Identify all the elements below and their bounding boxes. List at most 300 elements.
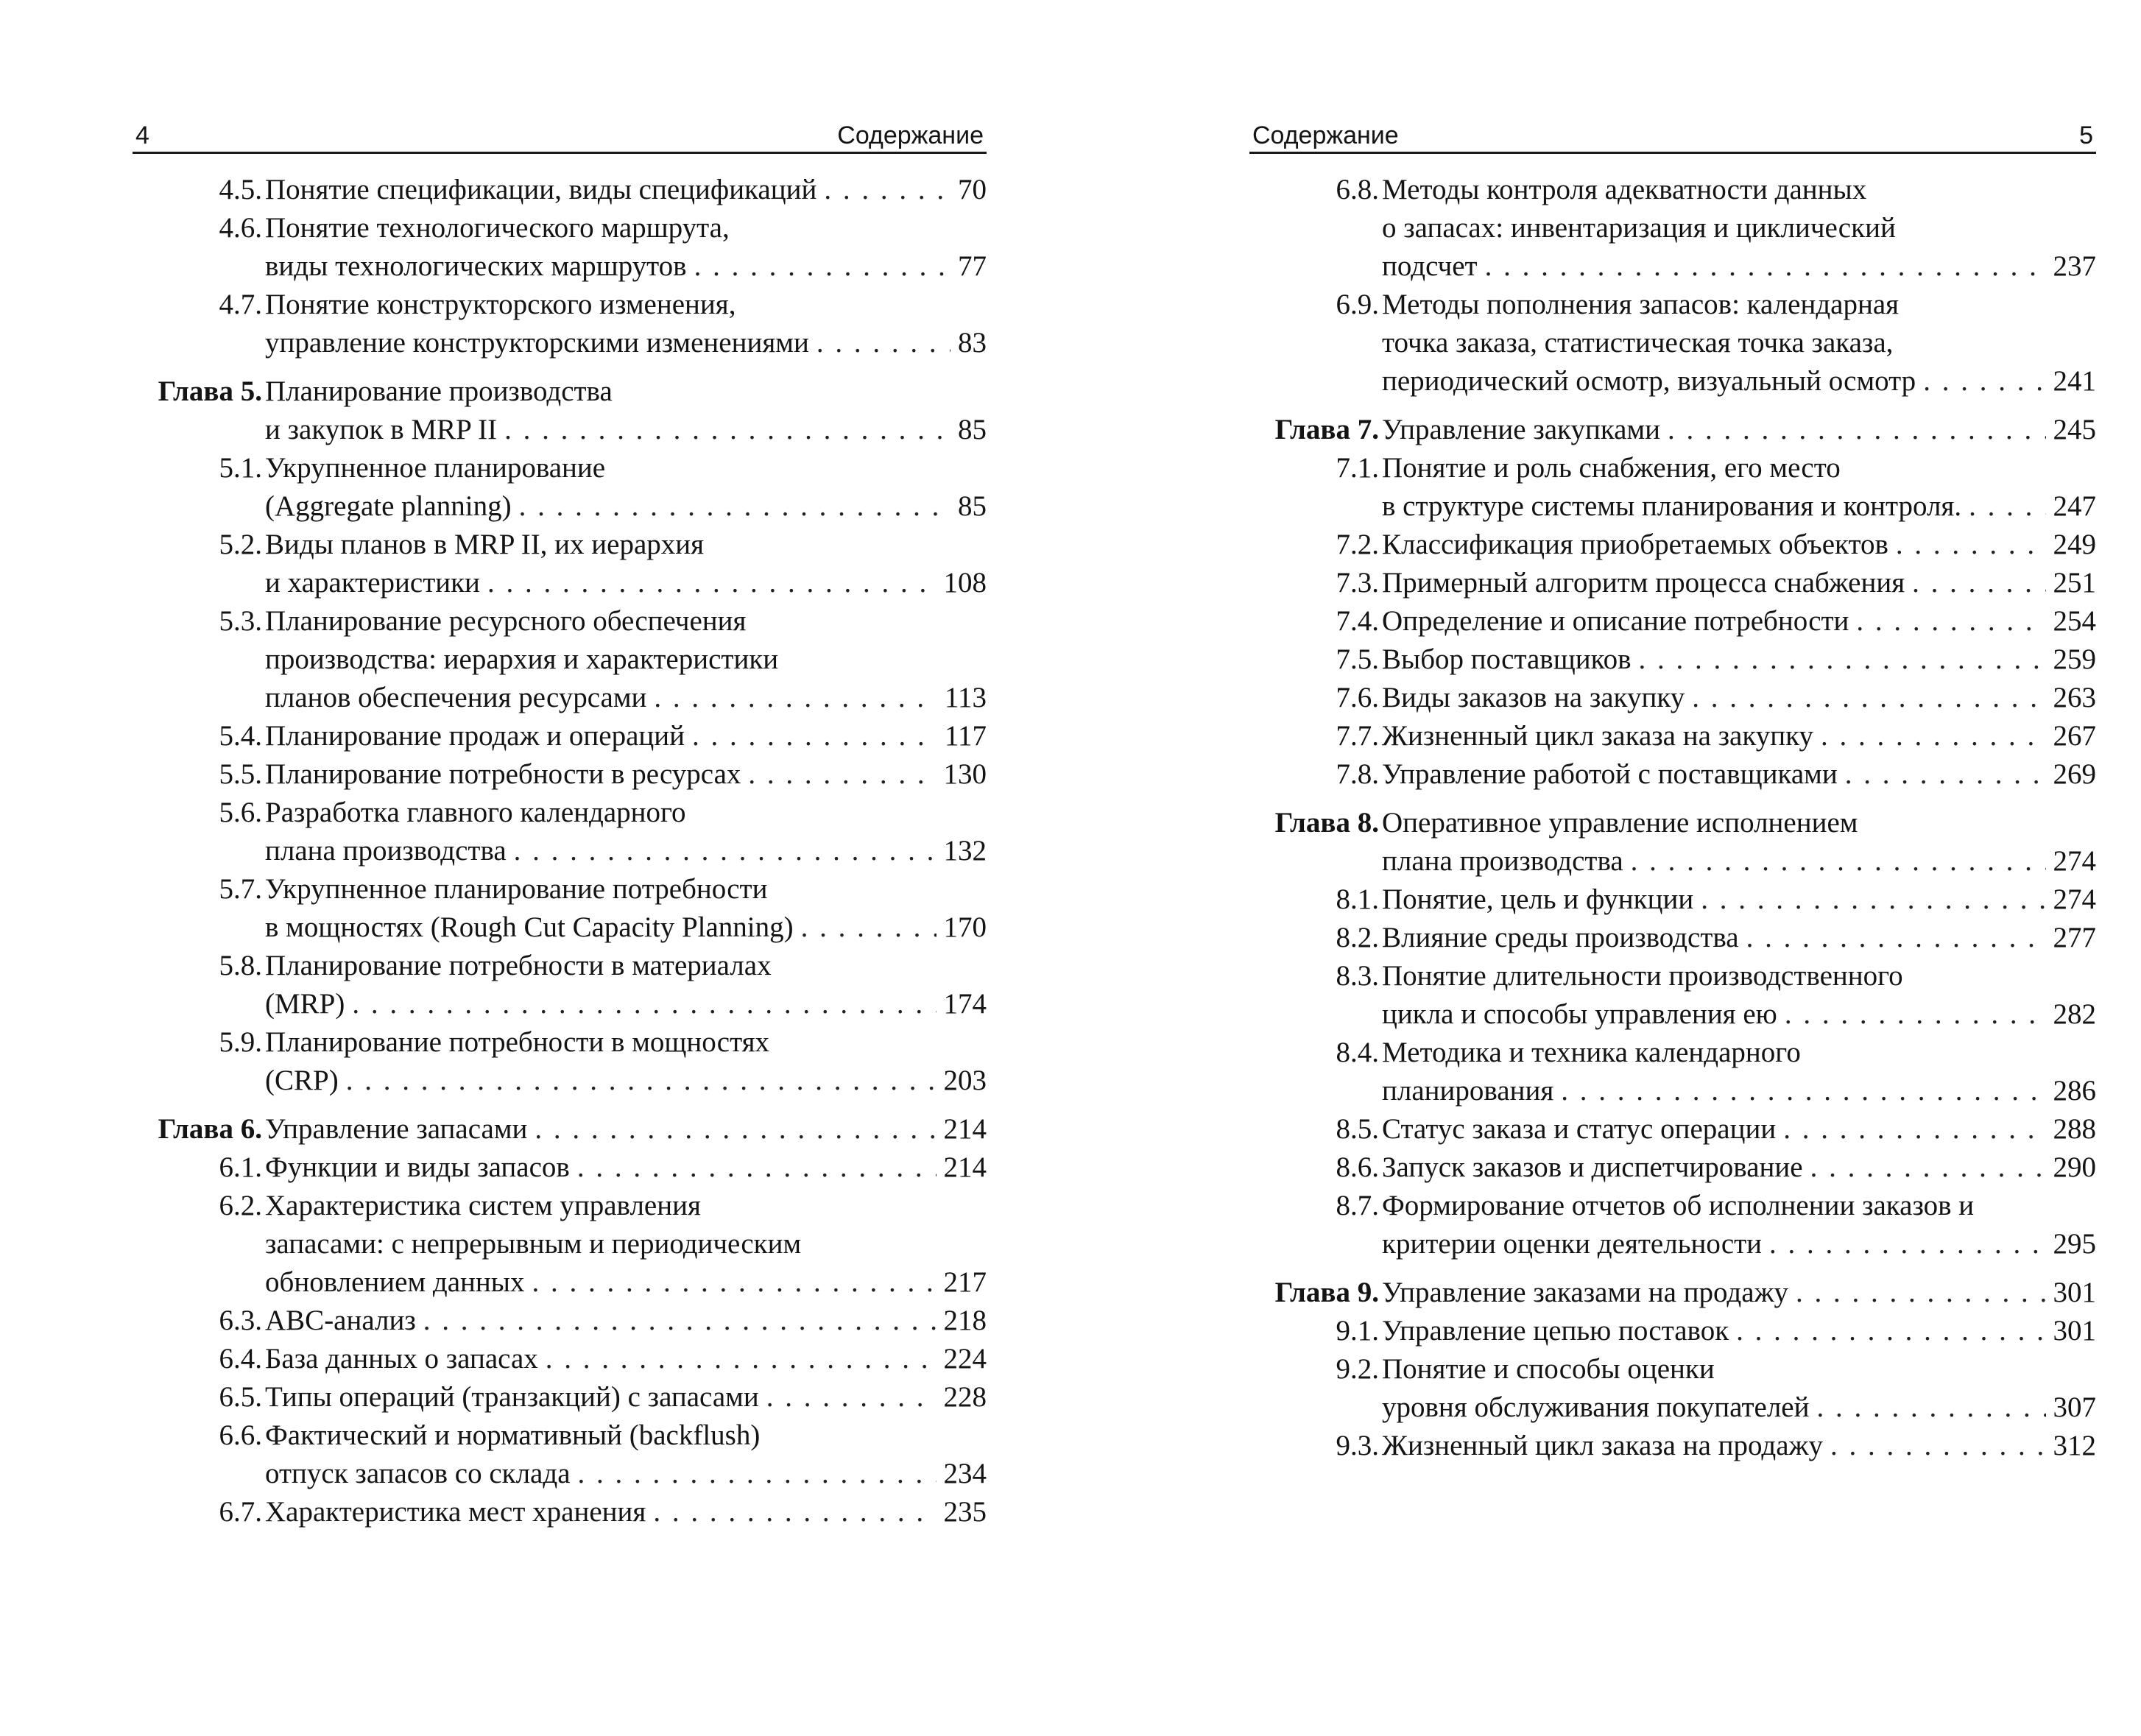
entry-title-line: Укрупненное планирование потребности xyxy=(265,873,768,905)
entry-title-line: производства: иерархия и характеристики xyxy=(265,643,779,675)
entry-page-number: 277 xyxy=(2053,922,2096,953)
entry-number: 9.3. xyxy=(1336,1430,1379,1461)
entry-title-line: плана производства xyxy=(265,835,507,867)
entry-title-line: Классификация приобретаемых объектов xyxy=(1382,529,1888,560)
entry-number: 7.2. xyxy=(1336,529,1379,560)
toc-entry xyxy=(1249,1034,2096,1110)
entry-title-line: Планирование потребности в материалах xyxy=(265,950,772,981)
entry-title-line: виды технологических маршрутов xyxy=(265,250,687,282)
entry-page-number: 224 xyxy=(943,1343,987,1375)
entry-last-line xyxy=(1382,755,2096,794)
dot-leader xyxy=(1561,1072,2045,1110)
entry-title-line: Фактический и нормативный (backflush) xyxy=(265,1419,761,1451)
entry-body xyxy=(265,286,987,362)
dot-leader xyxy=(487,564,937,602)
entry-last-line xyxy=(1382,487,2096,526)
entry-number: 7.6. xyxy=(1336,682,1379,713)
right-page xyxy=(1249,0,2096,1736)
toc-entry xyxy=(1249,171,2096,286)
dot-leader xyxy=(346,1062,937,1100)
entry-page-number: 269 xyxy=(2053,758,2096,790)
entry-number: 6.2. xyxy=(219,1190,262,1221)
entry-title-line: (CRP) xyxy=(265,1065,339,1096)
entry-last-line xyxy=(1382,411,2096,449)
entry-number: 8.1. xyxy=(1336,883,1379,915)
entry-page-number: 70 xyxy=(958,174,987,205)
toc-entry xyxy=(1249,564,2096,602)
entry-page-number: 267 xyxy=(2053,720,2096,752)
toc-entry xyxy=(1249,1427,2096,1465)
entry-body xyxy=(265,755,987,794)
entry-title-line: (Aggregate planning) xyxy=(265,490,512,522)
entry-title-line: Примерный алгоритм процесса снабжения xyxy=(1382,567,1905,599)
entry-page-number: 235 xyxy=(943,1496,987,1528)
entry-number: 6.7. xyxy=(219,1496,262,1528)
entry-title-line: Виды заказов на закупку xyxy=(1382,682,1685,713)
dot-leader xyxy=(694,247,950,286)
dot-leader xyxy=(654,679,937,717)
toc-entry xyxy=(1249,286,2096,401)
entry-number: 8.3. xyxy=(1336,960,1379,992)
entry-last-line xyxy=(1382,1312,2096,1350)
entry-body xyxy=(1382,1110,2096,1148)
entry-body xyxy=(1382,602,2096,641)
entry-last-line xyxy=(1382,717,2096,755)
entry-page-number: 77 xyxy=(958,250,987,282)
entry-body xyxy=(265,209,987,286)
entry-number: 6.6. xyxy=(219,1419,262,1451)
entry-title-line: Управление запасами xyxy=(265,1113,528,1145)
entry-last-line xyxy=(1382,1389,2096,1427)
entry-number: Глава 6. xyxy=(158,1113,262,1145)
entry-title-line: Жизненный цикл заказа на закупку xyxy=(1382,720,1814,752)
entry-number: 6.4. xyxy=(219,1343,262,1375)
entry-title-line: Понятие и способы оценки xyxy=(1382,1353,1715,1385)
entry-title-line: уровня обслуживания покупателей xyxy=(1382,1391,1810,1423)
entry-number: 6.8. xyxy=(1336,174,1379,205)
entry-page-number: 85 xyxy=(958,490,987,522)
entry-page-number: 85 xyxy=(958,414,987,445)
dot-leader xyxy=(1821,717,2045,755)
entry-number: 4.5. xyxy=(219,174,262,205)
entry-last-line xyxy=(1382,679,2096,717)
dot-leader xyxy=(816,324,950,362)
entry-last-line xyxy=(265,171,987,209)
entry-body xyxy=(1382,717,2096,755)
entry-body xyxy=(1382,804,2096,881)
page-number: 5 xyxy=(2079,121,2093,149)
entry-body xyxy=(1382,526,2096,564)
entry-page-number: 249 xyxy=(2053,529,2096,560)
toc-entry xyxy=(1249,526,2096,564)
toc-entry xyxy=(1249,717,2096,755)
dot-leader xyxy=(532,1263,936,1302)
entry-title-line: Понятие и роль снабжения, его место xyxy=(1382,452,1841,484)
toc-entry xyxy=(1249,1312,2096,1350)
entry-title-line: Выбор поставщиков xyxy=(1382,643,1632,675)
toc-entry xyxy=(1249,919,2096,957)
dot-leader xyxy=(1856,602,2045,641)
dot-leader xyxy=(1830,1427,2046,1465)
toc-entry xyxy=(133,286,987,362)
toc-entry xyxy=(133,794,987,870)
toc-entry xyxy=(133,755,987,794)
entry-number: Глава 9. xyxy=(1274,1277,1379,1308)
entry-page-number: 247 xyxy=(2053,490,2096,522)
toc-entry xyxy=(133,526,987,602)
dot-leader xyxy=(1631,842,2046,881)
entry-title-line: Управление работой с поставщиками xyxy=(1382,758,1838,790)
entry-body xyxy=(1382,919,2096,957)
entry-title-line: Методы контроля адекватности данных xyxy=(1382,174,1867,205)
entry-number: 5.1. xyxy=(219,452,262,484)
dot-leader xyxy=(766,1378,937,1416)
entry-last-line xyxy=(265,679,987,717)
entry-number: 9.1. xyxy=(1336,1315,1379,1347)
entry-last-line xyxy=(1382,602,2096,641)
toc-entry xyxy=(1249,957,2096,1034)
dot-leader xyxy=(1816,1389,2045,1427)
toc-entry xyxy=(133,1148,987,1187)
entry-title-line: Характеристика систем управления xyxy=(265,1190,701,1221)
entry-title-line: в мощностях (Rough Cut Capacity Planning) xyxy=(265,911,794,943)
entry-number: Глава 8. xyxy=(1274,807,1379,839)
entry-page-number: 214 xyxy=(943,1113,987,1145)
entry-last-line xyxy=(1382,1148,2096,1187)
dot-leader xyxy=(1810,1148,2046,1187)
entry-title-line: Оперативное управление исполнением xyxy=(1382,807,1858,839)
dot-leader xyxy=(1485,247,2046,286)
dot-leader xyxy=(546,1340,937,1378)
entry-body xyxy=(265,602,987,717)
entry-last-line xyxy=(1382,919,2096,957)
toc-chapter-entry xyxy=(1249,804,2096,881)
entry-title-line: Методика и техника календарного xyxy=(1382,1037,1801,1068)
entry-title-line: планирования xyxy=(1382,1075,1554,1107)
entry-number: 4.6. xyxy=(219,212,262,244)
entry-last-line xyxy=(1382,1072,2096,1110)
entry-body xyxy=(1382,957,2096,1034)
entry-title-line: Статус заказа и статус операции xyxy=(1382,1113,1777,1145)
entry-last-line xyxy=(265,985,987,1023)
toc-entry xyxy=(133,1302,987,1340)
entry-last-line xyxy=(265,1110,987,1148)
entry-number: 5.3. xyxy=(219,605,262,637)
entry-last-line xyxy=(1382,995,2096,1034)
entry-page-number: 301 xyxy=(2053,1277,2096,1308)
toc-chapter-entry xyxy=(1249,1274,2096,1312)
entry-page-number: 174 xyxy=(943,988,987,1020)
entry-title-line: периодический осмотр, визуальный осмотр xyxy=(1382,365,1916,397)
toc-entry xyxy=(1249,881,2096,919)
dot-leader xyxy=(578,1455,937,1493)
entry-number: 8.4. xyxy=(1336,1037,1379,1068)
entry-page-number: 301 xyxy=(2053,1315,2096,1347)
entry-body xyxy=(1382,1034,2096,1110)
entry-title-line: ABC-анализ xyxy=(265,1305,416,1336)
entry-page-number: 254 xyxy=(2053,605,2096,637)
entry-last-line xyxy=(265,247,987,286)
entry-title-line: Управление заказами на продажу xyxy=(1382,1277,1789,1308)
entry-page-number: 113 xyxy=(944,682,987,713)
entry-title-line: Понятие спецификации, виды спецификаций xyxy=(265,174,817,205)
entry-title-line: отпуск запасов со склада xyxy=(265,1458,571,1489)
entry-title-line: Методы пополнения запасов: календарная xyxy=(1382,289,1900,320)
entry-body xyxy=(265,526,987,602)
dot-leader xyxy=(1923,362,2045,401)
entry-title-line: Понятие длительности производственного xyxy=(1382,960,1903,992)
entry-last-line xyxy=(1382,564,2096,602)
entry-body xyxy=(1382,881,2096,919)
entry-number: 7.7. xyxy=(1336,720,1379,752)
entry-page-number: 217 xyxy=(943,1266,987,1298)
dot-leader xyxy=(692,717,937,755)
entry-last-line xyxy=(1382,247,2096,286)
entry-number: 7.4. xyxy=(1336,605,1379,637)
entry-last-line xyxy=(265,908,987,947)
entry-number: 7.8. xyxy=(1336,758,1379,790)
dot-leader xyxy=(1746,919,2046,957)
entry-body xyxy=(1382,1148,2096,1187)
entry-body xyxy=(1382,641,2096,679)
entry-number: 5.6. xyxy=(219,797,262,828)
entry-page-number: 263 xyxy=(2053,682,2096,713)
entry-number: 6.5. xyxy=(219,1381,262,1413)
entry-page-number: 234 xyxy=(943,1458,987,1489)
entry-last-line xyxy=(1382,362,2096,401)
running-title: Содержание xyxy=(837,121,984,149)
entry-last-line xyxy=(265,1493,987,1531)
entry-number: 5.7. xyxy=(219,873,262,905)
entry-title-line: запасами: с непрерывным и периодическим xyxy=(265,1228,802,1260)
entry-number: 7.3. xyxy=(1336,567,1379,599)
entry-last-line xyxy=(1382,641,2096,679)
entry-page-number: 274 xyxy=(2053,845,2096,877)
entry-title-line: (MRP) xyxy=(265,988,345,1020)
entry-last-line xyxy=(1382,842,2096,881)
entry-title-line: критерии оценки деятельности xyxy=(1382,1228,1763,1260)
entry-last-line xyxy=(265,832,987,870)
entry-title-line: Понятие технологического маршрута, xyxy=(265,212,730,244)
entry-page-number: 312 xyxy=(2053,1430,2096,1461)
entry-body xyxy=(265,1110,987,1148)
entry-number: 8.6. xyxy=(1336,1151,1379,1183)
entry-title-line: Планирование производства xyxy=(265,375,613,407)
dot-leader xyxy=(1692,679,2045,717)
entry-page-number: 295 xyxy=(2053,1228,2096,1260)
toc-entry xyxy=(133,1416,987,1493)
entry-body xyxy=(265,870,987,947)
dot-leader xyxy=(352,985,936,1023)
dot-leader xyxy=(1969,487,2045,526)
entry-page-number: 251 xyxy=(2053,567,2096,599)
entry-title-line: Определение и описание потребности xyxy=(1382,605,1849,637)
toc-entry xyxy=(133,1378,987,1416)
toc-entry xyxy=(133,1493,987,1531)
entry-title-line: Управление закупками xyxy=(1382,414,1661,445)
running-head xyxy=(1249,118,2096,154)
entry-body xyxy=(265,1416,987,1493)
entry-number: 6.3. xyxy=(219,1305,262,1336)
entry-title-line: управление конструкторскими изменениями xyxy=(265,327,809,359)
entry-number: 5.5. xyxy=(219,758,262,790)
entry-page-number: 218 xyxy=(943,1305,987,1336)
entry-last-line xyxy=(265,1148,987,1187)
page-number: 4 xyxy=(135,121,149,149)
entry-last-line xyxy=(265,755,987,794)
entry-title-line: обновлением данных xyxy=(265,1266,525,1298)
entry-title-line: и закупок в MRP II xyxy=(265,414,498,445)
entry-body xyxy=(1382,755,2096,794)
entry-title-line: Жизненный цикл заказа на продажу xyxy=(1382,1430,1823,1461)
toc-entry xyxy=(1249,1110,2096,1148)
entry-last-line xyxy=(1382,1225,2096,1263)
entry-body xyxy=(1382,1350,2096,1427)
entry-page-number: 108 xyxy=(943,567,987,599)
entry-title-line: о запасах: инвентаризация и циклический xyxy=(1382,212,1896,244)
toc-entry xyxy=(1249,641,2096,679)
entry-number: Глава 7. xyxy=(1274,414,1379,445)
entry-title-line: Понятие конструкторского изменения, xyxy=(265,289,736,320)
entry-body xyxy=(1382,449,2096,526)
entry-body xyxy=(265,1302,987,1340)
entry-title-line: Функции и виды запасов xyxy=(265,1151,570,1183)
entry-body xyxy=(1382,1312,2096,1350)
entry-page-number: 274 xyxy=(2053,883,2096,915)
entry-page-number: 130 xyxy=(943,758,987,790)
entry-page-number: 286 xyxy=(2053,1075,2096,1107)
entry-title-line: Планирование ресурсного обеспечения xyxy=(265,605,747,637)
toc-list xyxy=(1249,171,2096,1465)
left-page xyxy=(133,0,987,1736)
entry-body xyxy=(265,171,987,209)
entry-last-line xyxy=(265,1378,987,1416)
entry-title-line: Виды планов в MRP II, их иерархия xyxy=(265,529,705,560)
entry-title-line: планов обеспечения ресурсами xyxy=(265,682,647,713)
entry-page-number: 259 xyxy=(2053,643,2096,675)
toc-entry xyxy=(1249,1187,2096,1263)
toc-entry xyxy=(1249,602,2096,641)
entry-page-number: 228 xyxy=(943,1381,987,1413)
dot-leader xyxy=(1896,526,2046,564)
dot-leader xyxy=(1639,641,2046,679)
entry-last-line xyxy=(1382,1427,2096,1465)
entry-title-line: Типы операций (транзакций) с запасами xyxy=(265,1381,759,1413)
entry-page-number: 214 xyxy=(943,1151,987,1183)
toc-entry xyxy=(1249,679,2096,717)
dot-leader xyxy=(519,487,950,526)
entry-title-line: в структуре системы планирования и контроля. xyxy=(1382,490,1962,522)
entry-title-line: плана производства xyxy=(1382,845,1623,877)
entry-body xyxy=(265,1378,987,1416)
entry-title-line: подсчет xyxy=(1382,250,1478,282)
dot-leader xyxy=(1796,1274,2045,1312)
entry-number: 6.9. xyxy=(1336,289,1379,320)
dot-leader xyxy=(1785,995,2046,1034)
entry-last-line xyxy=(1382,1110,2096,1148)
entry-last-line xyxy=(265,564,987,602)
entry-title-line: и характеристики xyxy=(265,567,480,599)
entry-body xyxy=(1382,564,2096,602)
dot-leader xyxy=(1845,755,2046,794)
toc-entry xyxy=(133,171,987,209)
entry-last-line xyxy=(265,1263,987,1302)
entry-title-line: База данных о запасах xyxy=(265,1343,538,1375)
entry-number: 5.8. xyxy=(219,950,262,981)
entry-title-line: Понятие, цель и функции xyxy=(1382,883,1694,915)
entry-page-number: 241 xyxy=(2053,365,2096,397)
toc-entry xyxy=(133,947,987,1023)
entry-last-line xyxy=(265,324,987,362)
entry-page-number: 117 xyxy=(944,720,987,752)
entry-title-line: Формирование отчетов об исполнении заказов и xyxy=(1382,1190,1975,1221)
dot-leader xyxy=(824,171,950,209)
entry-body xyxy=(265,947,987,1023)
toc-chapter-entry xyxy=(133,373,987,449)
entry-title-line: Влияние среды производства xyxy=(1382,922,1739,953)
dot-leader xyxy=(1783,1110,2045,1148)
entry-body xyxy=(265,794,987,870)
entry-body xyxy=(1382,1187,2096,1263)
entry-page-number: 203 xyxy=(943,1065,987,1096)
entry-page-number: 282 xyxy=(2053,998,2096,1030)
running-head xyxy=(133,118,987,154)
entry-last-line xyxy=(265,717,987,755)
entry-title-line: Характеристика мест хранения xyxy=(265,1496,646,1528)
entry-page-number: 290 xyxy=(2053,1151,2096,1183)
dot-leader xyxy=(801,908,937,947)
dot-leader xyxy=(1736,1312,2045,1350)
entry-body xyxy=(265,1493,987,1531)
entry-last-line xyxy=(265,1062,987,1100)
toc-entry xyxy=(133,449,987,526)
entry-number: 8.7. xyxy=(1336,1190,1379,1221)
entry-number: Глава 5. xyxy=(158,375,262,407)
entry-title-line: Укрупненное планирование xyxy=(265,452,606,484)
entry-number: 5.9. xyxy=(219,1026,262,1058)
dot-leader xyxy=(423,1302,937,1340)
entry-last-line xyxy=(265,487,987,526)
dot-leader xyxy=(1912,564,2045,602)
entry-body xyxy=(1382,679,2096,717)
toc-entry xyxy=(1249,449,2096,526)
entry-last-line xyxy=(1382,1274,2096,1312)
entry-last-line xyxy=(1382,881,2096,919)
dot-leader xyxy=(1668,411,2045,449)
entry-last-line xyxy=(265,1340,987,1378)
dot-leader xyxy=(1701,881,2045,919)
dot-leader xyxy=(514,832,937,870)
entry-number: 8.5. xyxy=(1336,1113,1379,1145)
toc-list xyxy=(133,171,987,1531)
entry-title-line: цикла и способы управления ею xyxy=(1382,998,1777,1030)
entry-title-line: Планирование потребности в мощностях xyxy=(265,1026,770,1058)
entry-title-line: Планирование потребности в ресурсах xyxy=(265,758,741,790)
entry-number: 8.2. xyxy=(1336,922,1379,953)
entry-page-number: 237 xyxy=(2053,250,2096,282)
entry-body xyxy=(265,1148,987,1187)
entry-body xyxy=(1382,1274,2096,1312)
entry-body xyxy=(1382,171,2096,286)
entry-title-line: Управление цепью поставок xyxy=(1382,1315,1729,1347)
entry-title-line: Запуск заказов и диспетчирование xyxy=(1382,1151,1803,1183)
entry-number: 6.1. xyxy=(219,1151,262,1183)
toc-entry xyxy=(1249,1350,2096,1427)
entry-page-number: 245 xyxy=(2053,414,2096,445)
toc-entry xyxy=(133,209,987,286)
entry-page-number: 307 xyxy=(2053,1391,2096,1423)
toc-chapter-entry xyxy=(133,1110,987,1148)
